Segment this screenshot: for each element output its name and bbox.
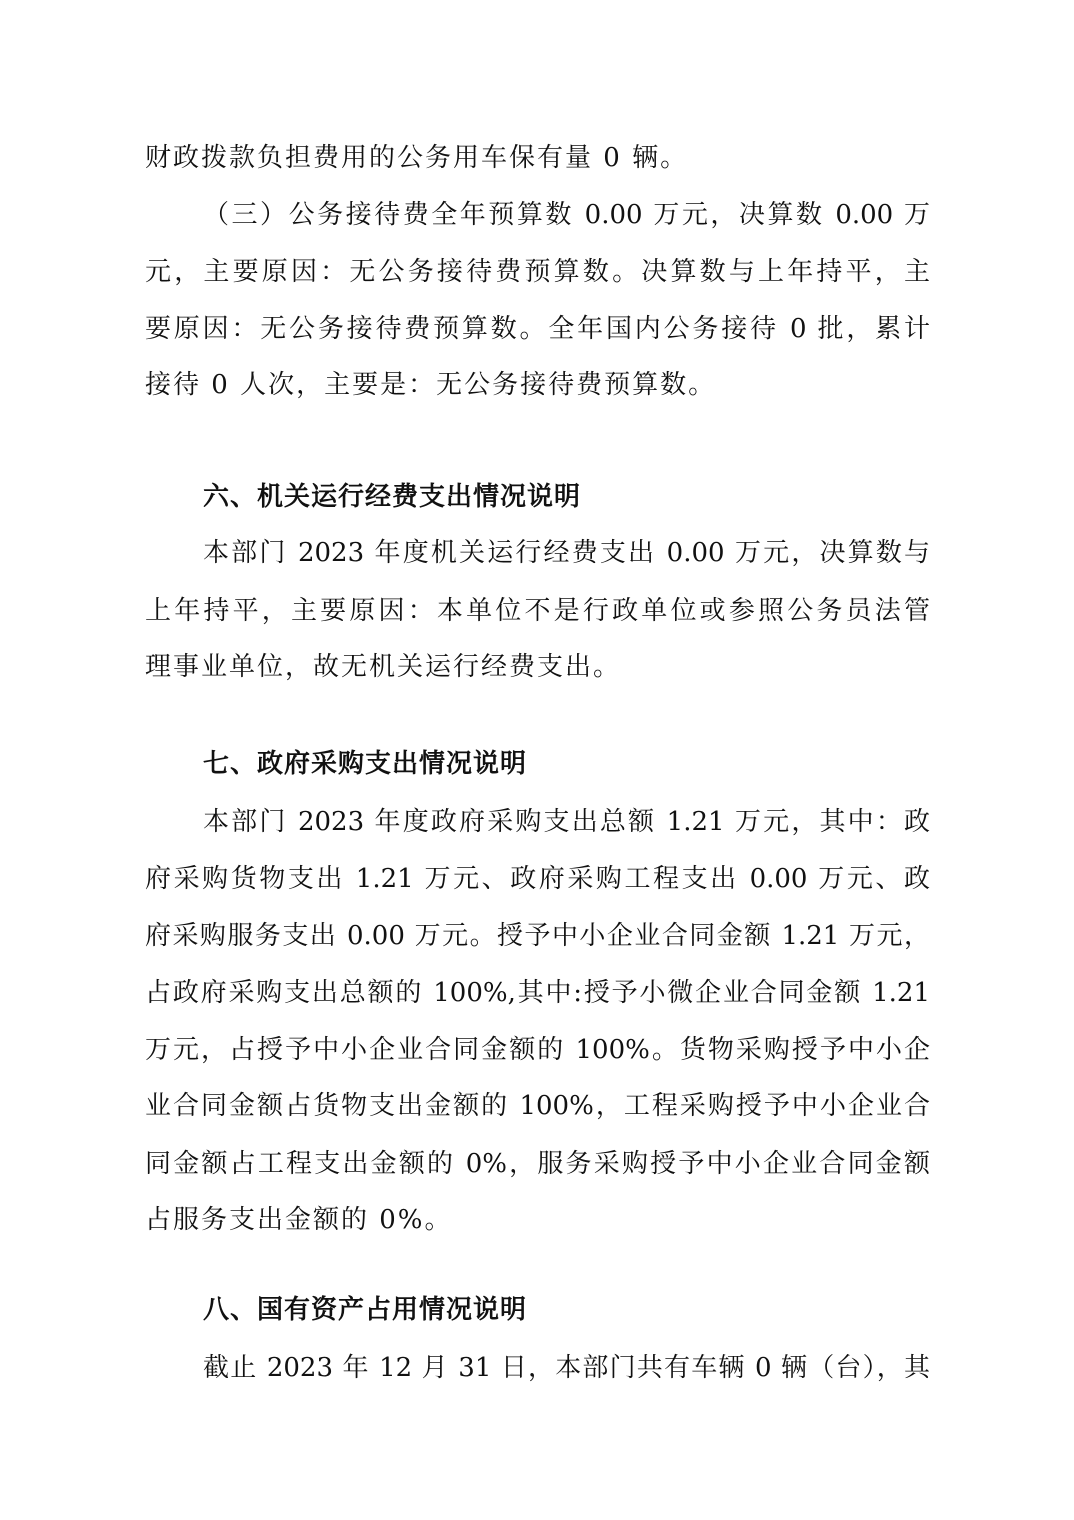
section-heading: 八、国有资产占用情况说明 [203,1295,528,1325]
paragraph-line: 同金额占工程支出金额的 0%，服务采购授予中小企业合同金额 [145,1149,930,1179]
paragraph-line: 本部门 2023 年度政府采购支出总额 1.21 万元，其中：政 [203,807,930,837]
paragraph-line: 占服务支出金额的 0%。 [145,1205,453,1235]
paragraph-line: 占政府采购支出总额的 100%,其中:授予小微企业合同金额 1.21 [145,978,930,1008]
paragraph-line: 本部门 2023 年度机关运行经费支出 0.00 万元，决算数与 [203,538,930,568]
paragraph-line: 元，主要原因：无公务接待费预算数。决算数与上年持平，主 [145,257,930,287]
paragraph-line: 截止 2023 年 12 月 31 日，本部门共有车辆 0 辆（台），其 [203,1353,930,1383]
paragraph-line: 接待 0 人次，主要是：无公务接待费预算数。 [145,370,717,400]
paragraph-line: 理事业单位，故无机关运行经费支出。 [145,652,622,682]
paragraph-line: 财政拨款负担费用的公务用车保有量 0 辆。 [145,143,689,173]
paragraph-line: 要原因：无公务接待费预算数。全年国内公务接待 0 批，累计 [145,314,930,344]
section-heading: 七、政府采购支出情况说明 [203,749,528,779]
paragraph-line: 府采购服务支出 0.00 万元。授予中小企业合同金额 1.21 万元， [145,921,930,951]
paragraph-line: 府采购货物支出 1.21 万元、政府采购工程支出 0.00 万元、政 [145,864,930,894]
section-heading: 六、机关运行经费支出情况说明 [203,482,582,512]
paragraph-line: 业合同金额占货物支出金额的 100%，工程采购授予中小企业合 [145,1091,930,1121]
paragraph-line: 万元，占授予中小企业合同金额的 100%。货物采购授予中小企 [145,1035,930,1065]
paragraph-line: （三）公务接待费全年预算数 0.00 万元，决算数 0.00 万 [203,200,930,230]
paragraph-line: 上年持平，主要原因：本单位不是行政单位或参照公务员法管 [145,596,930,626]
